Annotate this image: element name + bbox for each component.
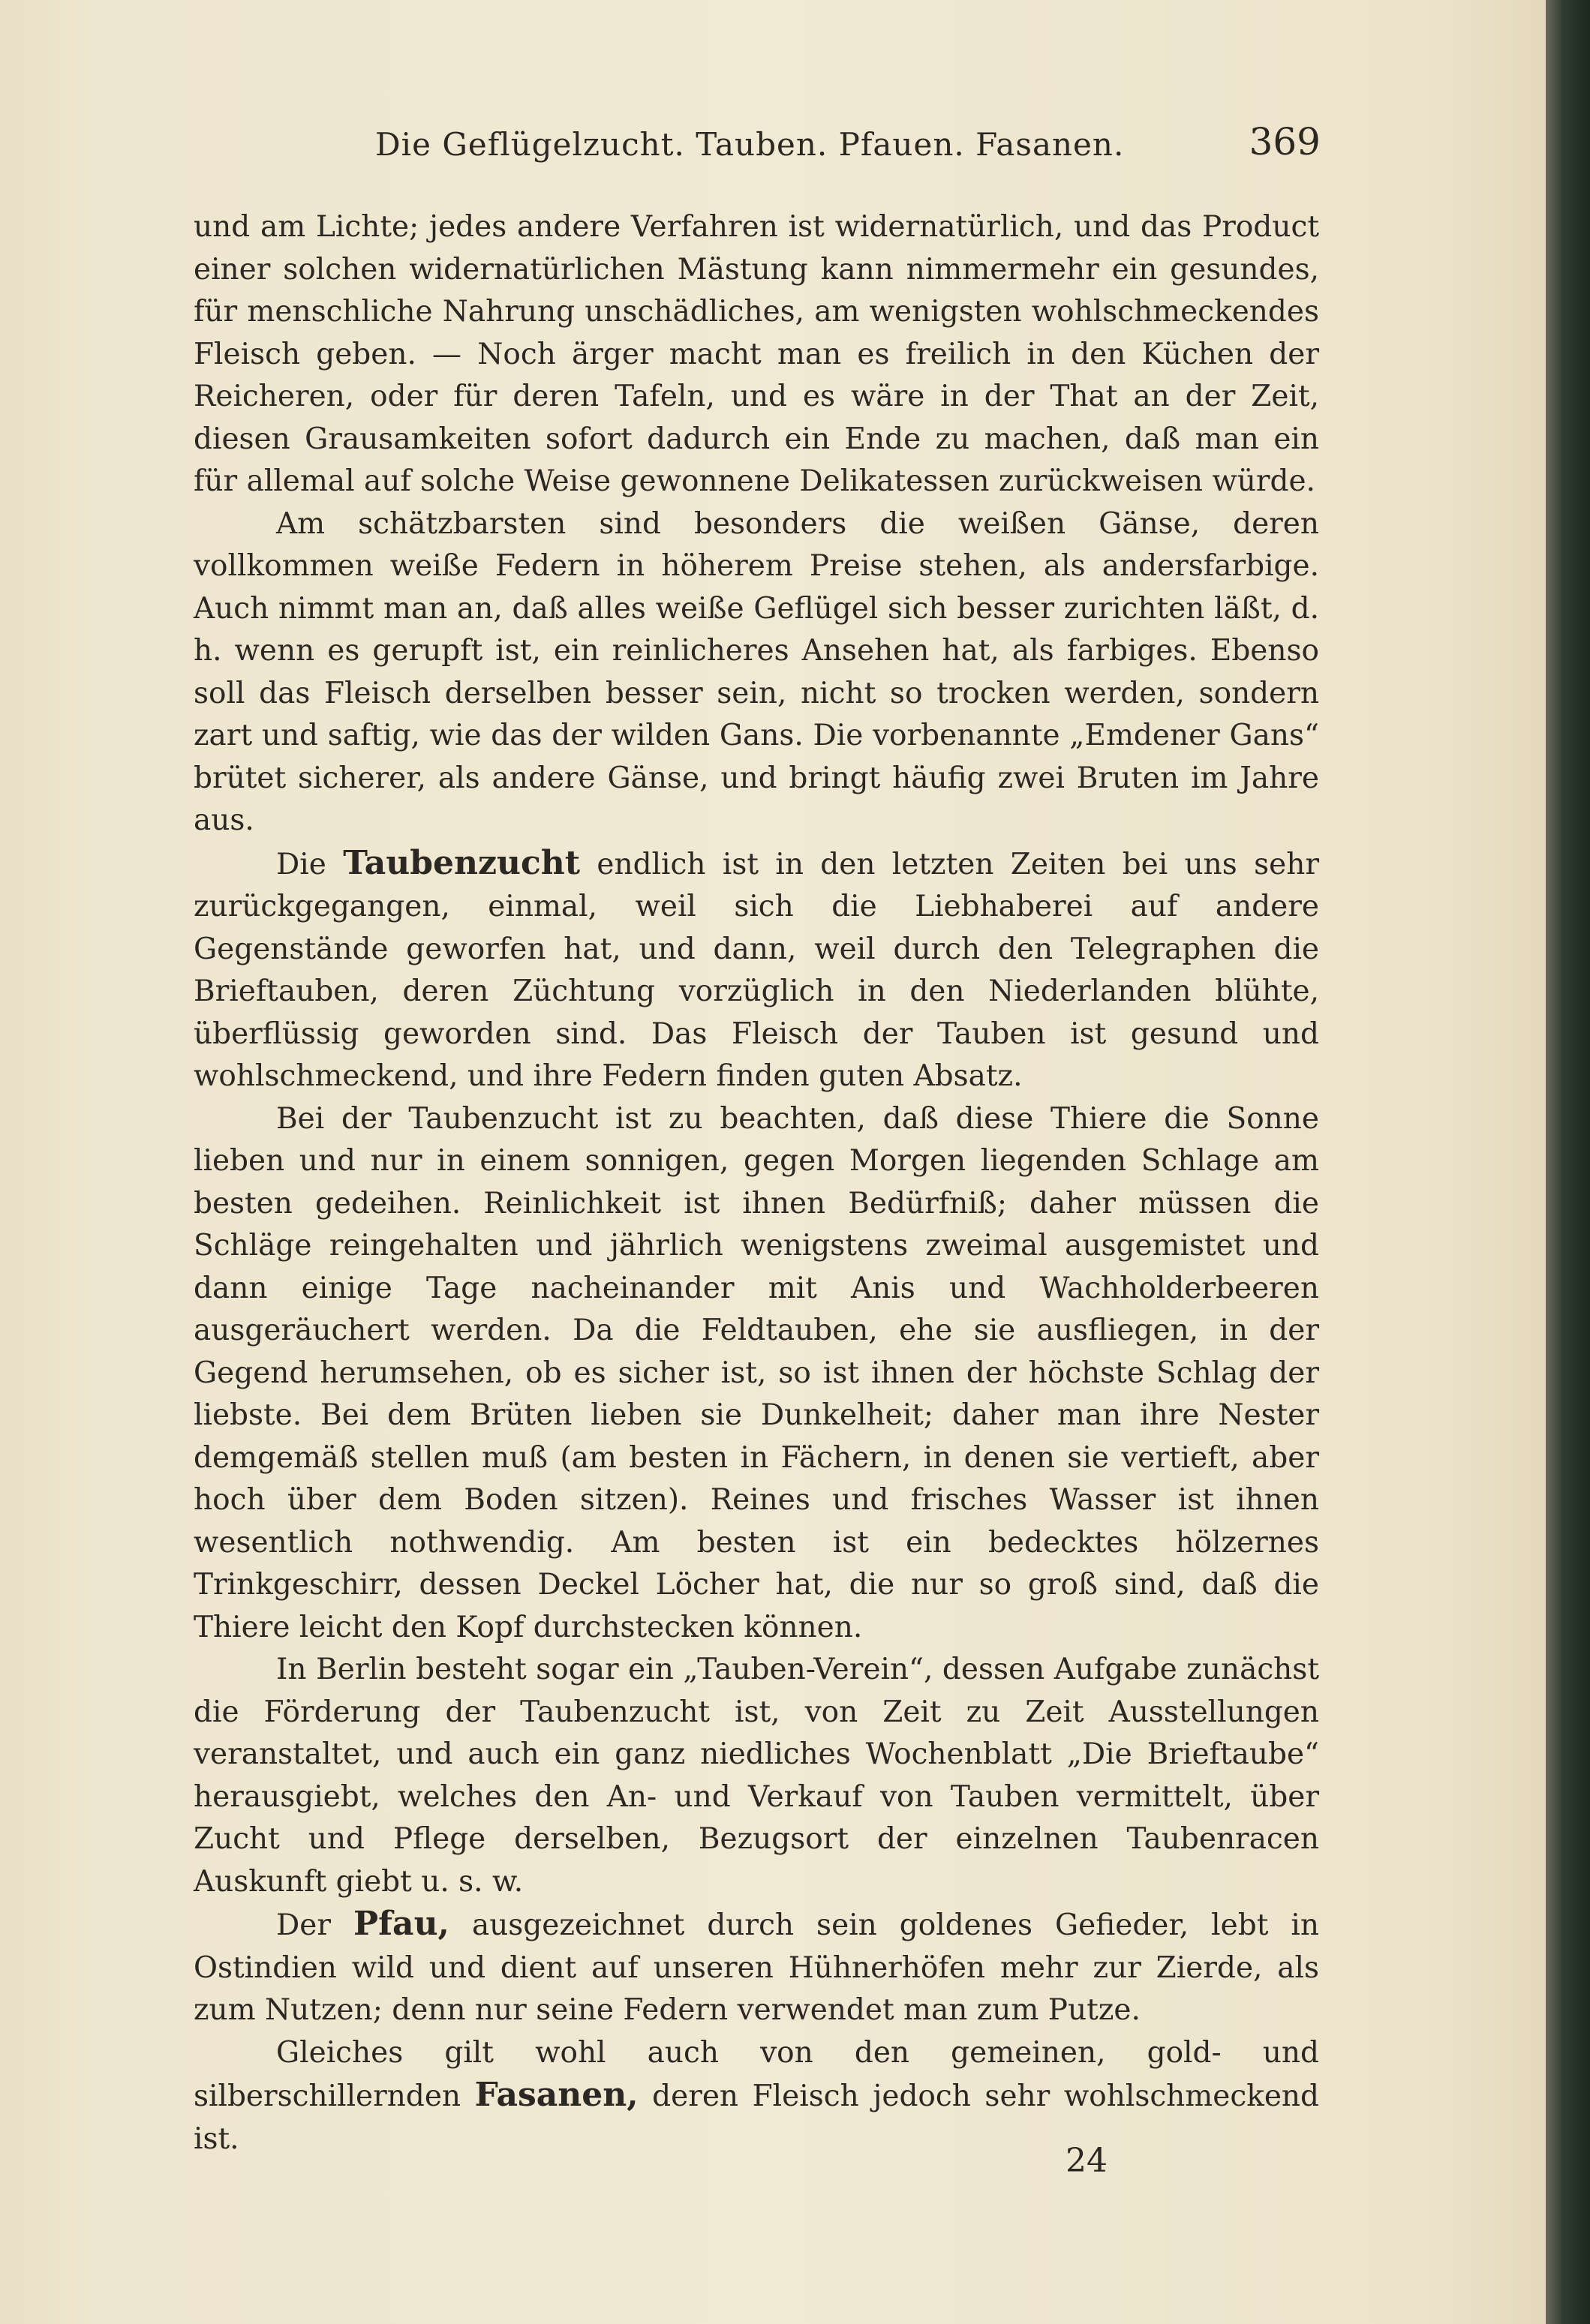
page-number: 369 (1249, 120, 1321, 164)
paragraph (194, 2032, 1319, 2161)
page-header (180, 120, 1321, 180)
paragraph-rest: endlich ist in den letzten Zeiten bei uns sehr zurückgegangen, einmal, weil sich die Liebhaberei auf andere Gegenstände geworfen hat, und dann, weil durch den Telegraphen die Brieftauben, deren Züchtung vorzüglich in den Niederlanden blühte, überflüssig geworden sind. Das Fleisch der Tauben ist gesund und wohlschmeckend, und ihre Federn finden guten Absatz. (194, 847, 1319, 1093)
paragraph-start: Der (276, 1908, 331, 1942)
emphasized-term: Fasanen, (474, 2076, 639, 2114)
paragraph (194, 1903, 1319, 2032)
paragraph: Bei der Taubenzucht ist zu beachten, daß diese Thiere die Sonne lieben und nur in einem sonnigen, gegen Morgen liegenden Schlage am besten gedeihen. Reinlichkeit ist ihnen Bedürfniß; daher müssen die Schläge reingehalten und jährlich wenigstens zweimal ausgemistet und dann einige Tage nacheinander mit Anis und Wachholderbeeren ausgeräuchert werden. Da die Feldtauben, ehe sie ausfliegen, in der Gegend herumsehen, ob es sicher ist, so ist ihnen der höchste Schlag der liebste. Bei dem Brüten lieben sie Dunkelheit; daher man ihre Nester demgemäß stellen muß (am besten in Fächern, in denen sie vertieft, aber hoch über dem Boden sitzen). Reines und frisches Wasser ist ihnen wesentlich nothwendig. Am besten ist ein bedecktes hölzernes Trinkgeschirr, dessen Deckel Löcher hat, die nur so groß sind, daß die Thiere leicht den Kopf durchstecken können. (194, 1101, 1319, 1644)
paragraph-rest: deren Fleisch jedoch sehr wohlschmeckend ist. (194, 2079, 1319, 2156)
paragraph-start: Gleiches gilt wohl auch von den gemeinen, gold- und silberschillernden (194, 2035, 1319, 2113)
paragraph: und am Lichte; jedes andere Verfahren ist widernatürlich, und das Product einer solchen widernatürlichen Mästung kann nimmermehr ein gesundes, für menschliche Nahrung unschädliches, am wenigsten wohlschmeckendes Fleisch geben. — Noch ärger macht man es freilich in den Küchen der Reicheren, oder für deren Tafeln, und es wäre in der That an der Zeit, diesen Grausamkeiten sofort dadurch ein Ende zu machen, daß man ein für allemal auf solche Weise gewonnene Delikatessen zurückweisen würde. (194, 210, 1319, 498)
paragraph-rest: ausgezeichnet durch sein goldenes Gefieder, lebt in Ostindien wild und dient auf unseren Hühnerhöfen mehr zur Zierde, als zum Nutzen; denn nur seine Federn verwendet man zum Putze. (194, 1908, 1319, 2027)
body-text (194, 206, 1319, 2160)
paragraph-start: Die (276, 847, 326, 881)
paragraph: Am schätzbarsten sind besonders die weißen Gänse, deren vollkommen weiße Federn in höherem Preise stehen, als andersfarbige. Auch nimmt man an, daß alles weiße Geflügel sich besser zurichten läßt, d. h. wenn es gerupft ist, ein reinlicheres Ansehen hat, als farbiges. Ebenso soll das Fleisch derselben besser sein, nicht so trocken werden, sondern zart und saftig, wie das der wilden Gans. Die vorbenannte „Emdener Gans“ brütet sicherer, als andere Gänse, und bringt häufig zwei Bruten im Jahre aus. (194, 506, 1319, 837)
paragraph (194, 842, 1319, 1098)
book-edge (1546, 0, 1590, 2324)
emphasized-term: Pfau, (353, 1905, 449, 1943)
running-title: Die Geflügelzucht. Tauben. Pfauen. Fasanen. (375, 126, 1125, 163)
paragraph: In Berlin besteht sogar ein „Tauben-Verein“, dessen Aufgabe zunächst die Förderung der Taubenzucht ist, von Zeit zu Zeit Ausstellungen veranstaltet, und auch ein ganz niedliches Wochenblatt „Die Brieftaube“ herausgiebt, welches den An- und Verkauf von Tauben vermittelt, über Zucht und Pflege derselben, Bezugsort der einzelnen Taubenracen Auskunft giebt u. s. w. (194, 1653, 1319, 1899)
emphasized-term: Taubenzucht (343, 843, 581, 882)
signature-mark: 24 (1066, 2142, 1108, 2180)
